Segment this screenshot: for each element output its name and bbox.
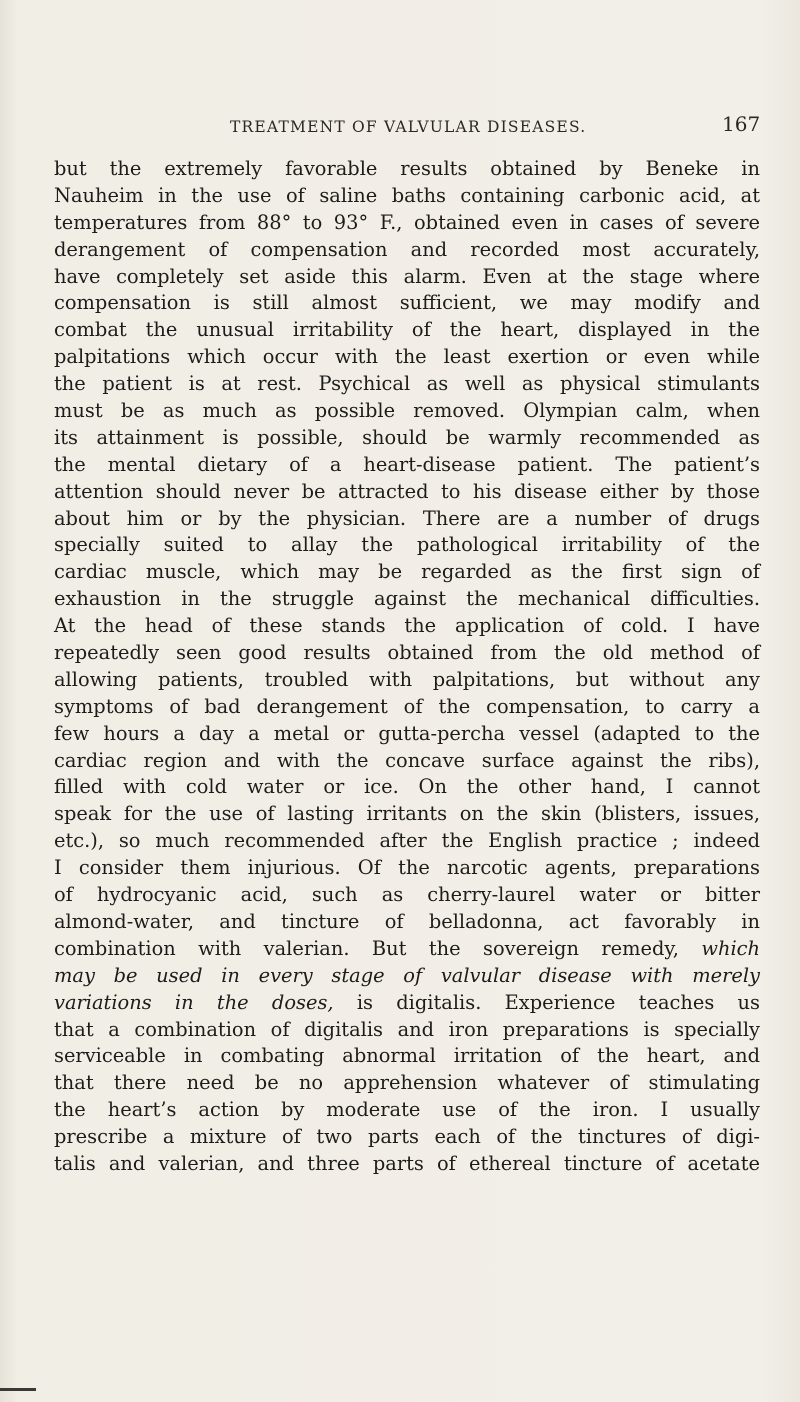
italic-segment: variations in the doses,: [54, 990, 334, 1014]
text-line: attention should never be attracted to his disease either by those: [54, 479, 760, 503]
text-line: At the head of these stands the application of cold. I have: [54, 614, 760, 638]
text-line: etc.), so much recommended after the English practice ; indeed: [54, 829, 760, 853]
text-line: have completely set aside this alarm. Even at the stage where: [54, 264, 760, 288]
text-line: that there need be no apprehension whatever of stimulating: [54, 1071, 760, 1095]
text-segment: is digitalis. Experience teaches us: [356, 990, 760, 1014]
text-line: that a combination of digitalis and iron preparations is specially: [54, 1017, 760, 1041]
text-line: its attainment is possible, should be warmly recommended as: [54, 425, 760, 449]
text-line: about him or by the physician. There are a number of drugs: [54, 506, 760, 530]
text-line: derangement of compensation and recorded most accurately,: [54, 237, 760, 261]
text-line: exhaustion in the struggle against the mechanical difficulties.: [54, 587, 760, 611]
text-line: temperatures from 88° to 93° F., obtained even in cases of severe: [54, 210, 760, 234]
text-line: the mental dietary of a heart-disease patient. The patient’s: [54, 452, 760, 476]
body-text: [54, 156, 760, 1178]
page-edge-mark: [0, 1388, 36, 1391]
text-line-italic: [54, 963, 760, 990]
text-line: repeatedly seen good results obtained from the old method of: [54, 641, 760, 665]
text-line: must be as much as possible removed. Olympian calm, when: [54, 399, 760, 423]
text-line: Nauheim in the use of saline baths containing carbonic acid, at: [54, 183, 760, 207]
text-line: allowing patients, troubled with palpitations, but without any: [54, 667, 760, 691]
text-segment: combination with valerian. But the sovereign remedy,: [54, 936, 679, 960]
text-line: serviceable in combating abnormal irritation of the heart, and: [54, 1044, 760, 1068]
text-line: palpitations which occur with the least exertion or even while: [54, 345, 760, 369]
page-number: 167: [722, 112, 761, 136]
text-line: talis and valerian, and three parts of ethereal tincture of acetate: [54, 1151, 760, 1175]
text-line: compensation is still almost sufficient, we may modify and: [54, 291, 760, 315]
page-header: [0, 112, 800, 148]
text-line: cardiac region and with the concave surface against the ribs),: [54, 748, 760, 772]
italic-segment: may be used in every stage of valvular disease with merely: [54, 963, 760, 987]
running-head: TREATMENT OF VALVULAR DISEASES.: [230, 118, 587, 136]
text-line: filled with cold water or ice. On the other hand, I cannot: [54, 775, 760, 799]
text-line: the heart’s action by moderate use of the iron. I usually: [54, 1098, 760, 1122]
text-line: prescribe a mixture of two parts each of the tinctures of digi-: [54, 1125, 760, 1149]
text-line: few hours a day a metal or gutta-percha vessel (adapted to the: [54, 721, 760, 745]
text-line: of hydrocyanic acid, such as cherry-laurel water or bitter: [54, 883, 760, 907]
text-line-mixed: [54, 990, 760, 1017]
text-line: symptoms of bad derangement of the compensation, to carry a: [54, 694, 760, 718]
text-line: specially suited to allay the pathological irritability of the: [54, 533, 760, 557]
text-line: but the extremely favorable results obtained by Beneke in: [54, 157, 760, 180]
text-line-mixed: [54, 936, 760, 963]
text-line: speak for the use of lasting irritants on the skin (blisters, issues,: [54, 802, 760, 826]
text-line: combat the unusual irritability of the heart, displayed in the: [54, 318, 760, 342]
italic-segment: which: [701, 936, 760, 960]
text-line: almond-water, and tincture of belladonna, act favorably in: [54, 909, 760, 933]
text-line: I consider them injurious. Of the narcotic agents, preparations: [54, 856, 760, 880]
text-line: the patient is at rest. Psychical as well as physical stimulants: [54, 372, 760, 396]
text-line: cardiac muscle, which may be regarded as the first sign of: [54, 560, 760, 584]
